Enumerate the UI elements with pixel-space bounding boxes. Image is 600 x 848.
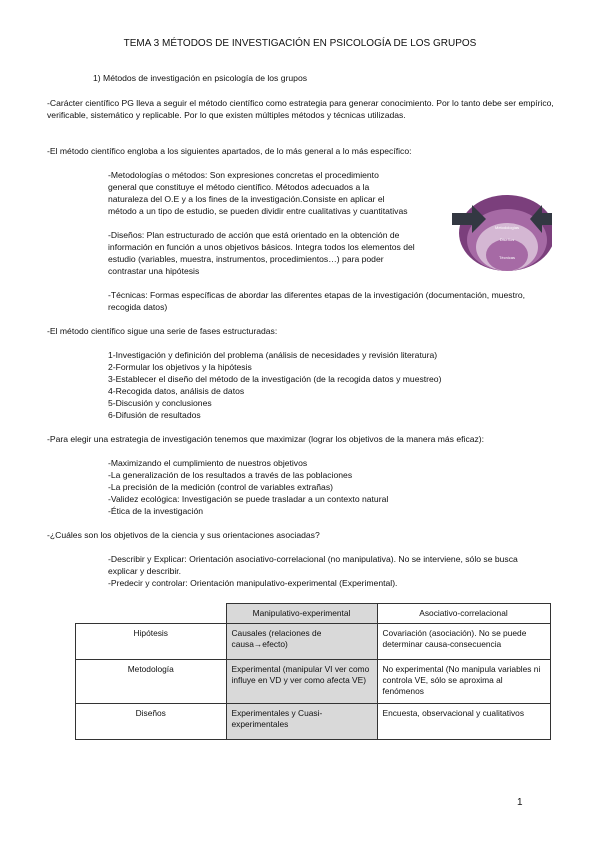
- paragraph-metodo: -El método científico engloba a los siguientes apartados, de lo más general a lo más específico:: [47, 146, 412, 156]
- phase-item: 4-Recogida datos, análisis de datos: [108, 386, 245, 396]
- paragraph-disenos: -Diseños: Plan estructurado de acción que está orientado en la obtención de información en función a unos objetivos básicos. Integra todos los elementos del estudio (variables, muestra, instrumentos, procedimientos…) para poder contrastar una hipótesis: [108, 230, 415, 276]
- maximize-list: [108, 457, 388, 517]
- table-row: [76, 704, 551, 740]
- section-heading: 1) Métodos de investigación en psicología de los grupos: [93, 73, 308, 83]
- metodologias-text: -Metodologías o métodos: Son expresiones concretas el procedimiento general que constituye el método científico. Métodos adecuados a la naturaleza del O.E y a los fines de la investigación.Consiste en aplicar el método a un tipo de estudio, se pueden dividir entre cualitativas y cuantitativas: [108, 170, 408, 216]
- maximize-item: -La generalización de los resultados a través de las poblaciones: [108, 470, 353, 480]
- methods-concentric-diagram: [452, 193, 552, 281]
- maximize-item: -Validez ecológica: Investigación se puede trasladar a un contexto natural: [108, 494, 389, 504]
- maximize-item: -Maximizando el cumplimiento de nuestros objetivos: [108, 458, 308, 468]
- table-cell: Diseños: [76, 704, 227, 740]
- phases-list: [108, 349, 441, 421]
- document-title: TEMA 3 MÉTODOS DE INVESTIGACIÓN EN PSICOLOGÍA DE LOS GRUPOS: [123, 38, 477, 49]
- paragraph-estrategia: -Para elegir una estrategia de investigación tenemos que maximizar (lograr los objetivos de la manera más eficaz):: [47, 434, 485, 444]
- table-header-cell: [76, 604, 227, 624]
- phase-item: 1-Investigación y definición del problema (análisis de necesidades y revisión literatura): [108, 350, 438, 360]
- paragraph-caracter: -Carácter científico PG lleva a seguir el método científico como estrategia para generar conocimiento. Por lo tanto debe ser empírico, verificable, sistemático y replicable. Por lo que existen múltiples métodos y técnicas utilizadas.: [47, 98, 554, 120]
- diagram-label: Técnicas: [498, 255, 516, 260]
- table-header-cell: Asociativo-correlacional: [377, 604, 550, 624]
- maximize-item: -La precisión de la medición (control de variables extrañas): [108, 482, 333, 492]
- page-number: 1: [517, 797, 523, 808]
- table-cell: Hipótesis: [76, 624, 227, 660]
- table-cell: Encuesta, observacional y cualitativos: [377, 704, 550, 740]
- table-cell: Covariación (asociación). No se puede determinar causa-consecuencia: [377, 624, 550, 660]
- phase-item: 2-Formular los objetivos y la hipótesis: [108, 362, 252, 372]
- table-cell: Metodología: [76, 660, 227, 704]
- objective-describir: -Describir y Explicar: Orientación asociativo-correlacional (no manipulativa). No se interviene, sólo se busca explicar y describir.: [108, 554, 518, 576]
- phase-item: 5-Discusión y conclusiones: [108, 398, 212, 408]
- phase-item: 3-Establecer el diseño del método de la investigación (de la recogida datos y muestreo): [108, 374, 442, 384]
- table-cell: Causales (relaciones de causa→efecto): [226, 624, 377, 660]
- paragraph-objetivos: -¿Cuáles son los objetivos de la ciencia y sus orientaciones asociadas?: [47, 530, 320, 540]
- table-cell: Experimentales y Cuasi-experimentales: [226, 704, 377, 740]
- phase-item: 6-Difusión de resultados: [108, 410, 201, 420]
- comparison-table: [75, 603, 551, 740]
- diagram-label: Diseños: [499, 237, 515, 242]
- maximize-item: -Ética de la investigación: [108, 506, 204, 516]
- table-header-row: [76, 604, 551, 624]
- table-row: [76, 624, 551, 660]
- paragraph-tecnicas: -Técnicas: Formas específicas de abordar las diferentes etapas de la investigación (documentación, muestro, recogida datos): [108, 290, 526, 312]
- table-cell: Experimental (manipular VI ver como influye en VD y ver como afecta VE): [226, 660, 377, 704]
- objective-predecir: -Predecir y controlar: Orientación manipulativo-experimental (Experimental).: [108, 578, 398, 588]
- table-row: [76, 660, 551, 704]
- table-cell: No experimental (No manipula variables ni controla VE, sólo se aproxima al fenómenos: [377, 660, 550, 704]
- diagram-label: Metodologías: [494, 225, 520, 230]
- paragraph-fases: -El método científico sigue una serie de fases estructuradas:: [47, 326, 278, 336]
- table-header-cell: Manipulativo-experimental: [226, 604, 377, 624]
